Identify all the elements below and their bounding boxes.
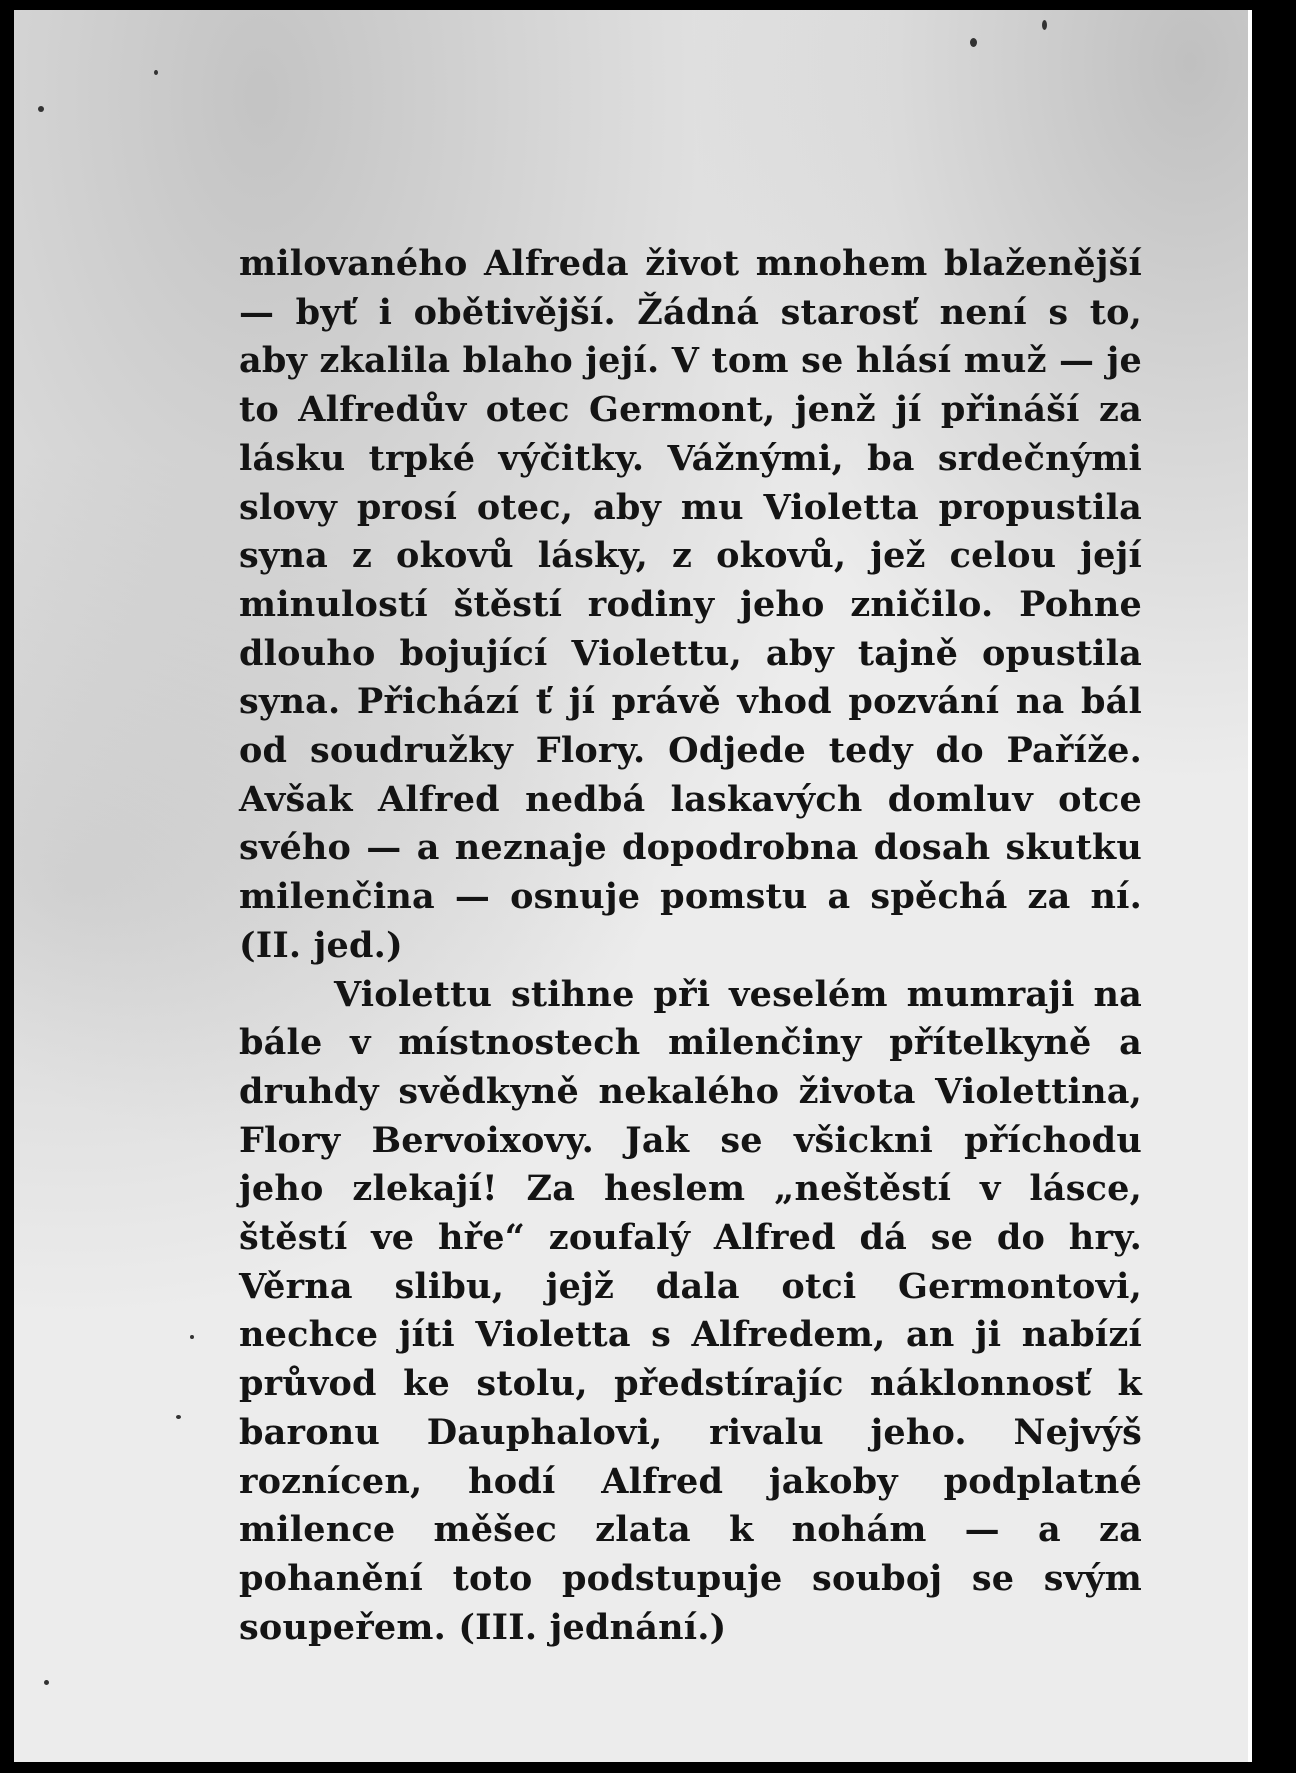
print-speck xyxy=(154,70,158,75)
print-speck xyxy=(176,1415,181,1419)
print-speck xyxy=(190,1335,194,1339)
print-speck xyxy=(44,1680,49,1685)
paragraph-2: Violettu stihne při veselém mumraji na bále v místnostech milenčiny přítelkyně a druhdy svědkyně nekalého života Violettina, Flory Bervoixovy. Jak se všickni příchodu jeho zlekají! Za heslem „neštěstí v lásce, štěstí ve hře“ zoufalý Alfred dá se do hry. Věrna slibu, jejž dala otci Germontovi, nechce jíti Violetta s Alfredem, an ji nabízí průvod ke stolu, předstírajíc náklonnosť k baronu Dauphalovi, rivalu jeho. Nejvýš roznícen, hodí Alfred jakoby podplatné milence měšec zlata k nohám — a za pohanění toto podstupuje souboj se svým soupeřem. (III. jednání.) xyxy=(239,973,1142,1648)
page-text xyxy=(239,240,1142,1652)
print-speck xyxy=(970,38,977,47)
print-speck xyxy=(1042,20,1047,30)
paragraph-1: milovaného Alfreda život mnohem blaženější — byť i obětivější. Žádná starosť není s to, aby zkalila blaho její. V tom se hlásí muž — je to Alfredův otec Germont, jenž jí přináší za lásku trpké výčitky. Vážnými, ba srdečnými slovy prosí otec, aby mu Violetta propustila syna z okovů lásky, z okovů, jež celou její minulostí štěstí rodiny jeho zničilo. Pohne dlouho bojující Violettu, aby tajně opustila syna. Přichází ť jí právě vhod pozvání na bál od soudružky Flory. Odjede tedy do Paříže. Avšak Alfred nedbá laskavých domluv otce svého — a neznaje dopodrobna dosah skutku milenčina — osnuje pomstu a spěchá za ní. (II. jed.) xyxy=(239,243,1142,966)
print-speck xyxy=(38,106,44,112)
scan-border xyxy=(1252,0,1296,1773)
book-page xyxy=(14,10,1252,1762)
